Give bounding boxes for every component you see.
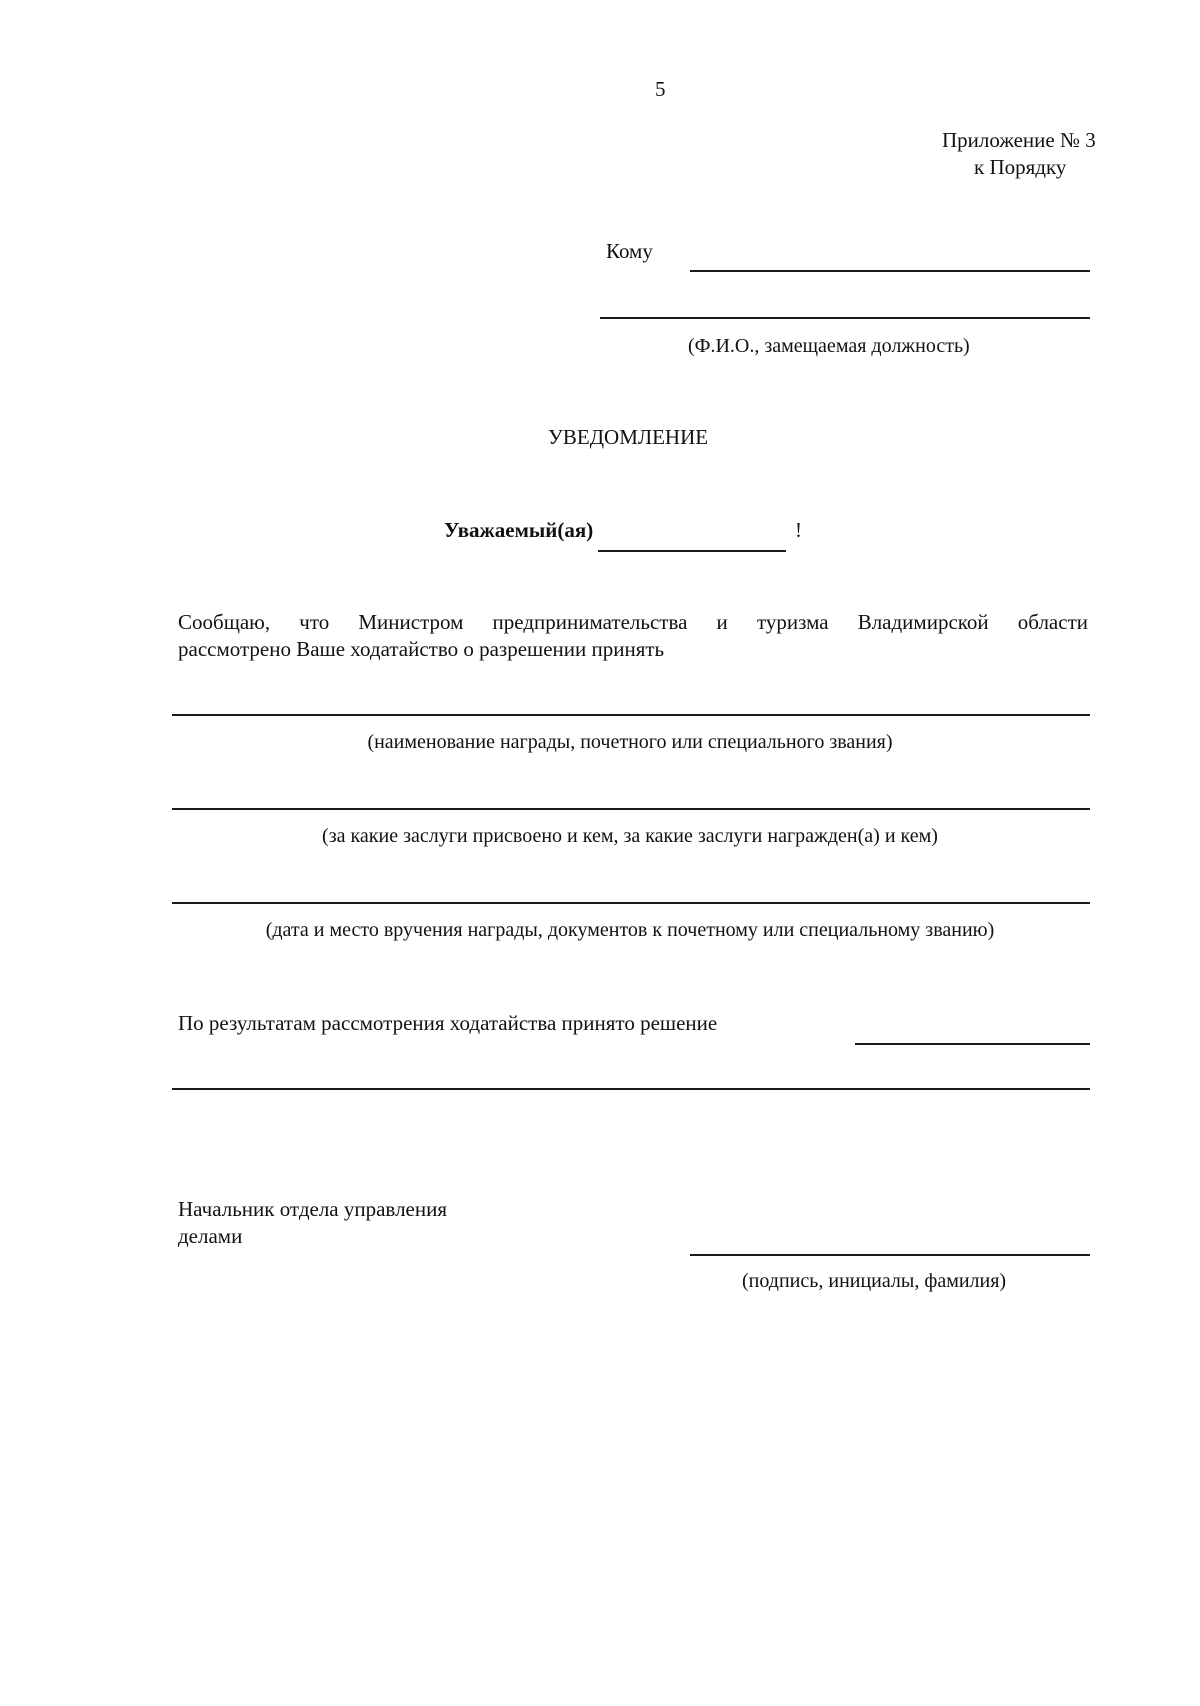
greeting-name-line: [598, 550, 786, 552]
greeting-label: Уважаемый(ая): [444, 518, 594, 542]
body-line-2: рассмотрено Ваше ходатайство о разрешении принять: [178, 637, 665, 661]
award-name-line: [172, 714, 1090, 716]
to-name-line: [690, 270, 1090, 272]
appendix-line-2: к Порядку: [974, 155, 1067, 179]
document-heading: УВЕДОМЛЕНИЕ: [548, 425, 709, 449]
body-line-1: Сообщаю, что Министром предпринимательства и туризма Владимирской области: [178, 610, 1088, 634]
signatory-line-2: делами: [178, 1224, 243, 1248]
merits-line: [172, 808, 1090, 810]
page-number: 5: [655, 77, 666, 101]
decision-short-line: [855, 1043, 1090, 1045]
to-position-line: [600, 317, 1090, 319]
award-name-caption: (наименование награды, почетного или специального звания): [367, 731, 893, 753]
merits-caption: (за какие заслуги присвоено и кем, за какие заслуги награжден(а) и кем): [322, 825, 938, 847]
signatory-line-1: Начальник отдела управления: [178, 1197, 448, 1221]
to-label: Кому: [606, 239, 653, 263]
appendix-line-1: Приложение № 3: [942, 128, 1096, 152]
decision-label: По результатам рассмотрения ходатайства принято решение: [178, 1011, 718, 1035]
date-place-line: [172, 902, 1090, 904]
to-caption: (Ф.И.О., замещаемая должность): [688, 335, 970, 357]
body-paragraph: [178, 609, 1088, 663]
greeting-exclamation: !: [795, 518, 802, 542]
signature-caption: (подпись, инициалы, фамилия): [742, 1270, 1007, 1292]
signature-line: [690, 1254, 1090, 1256]
date-place-caption: (дата и место вручения награды, документов к почетному или специальному званию): [265, 919, 995, 941]
decision-full-line: [172, 1088, 1090, 1090]
